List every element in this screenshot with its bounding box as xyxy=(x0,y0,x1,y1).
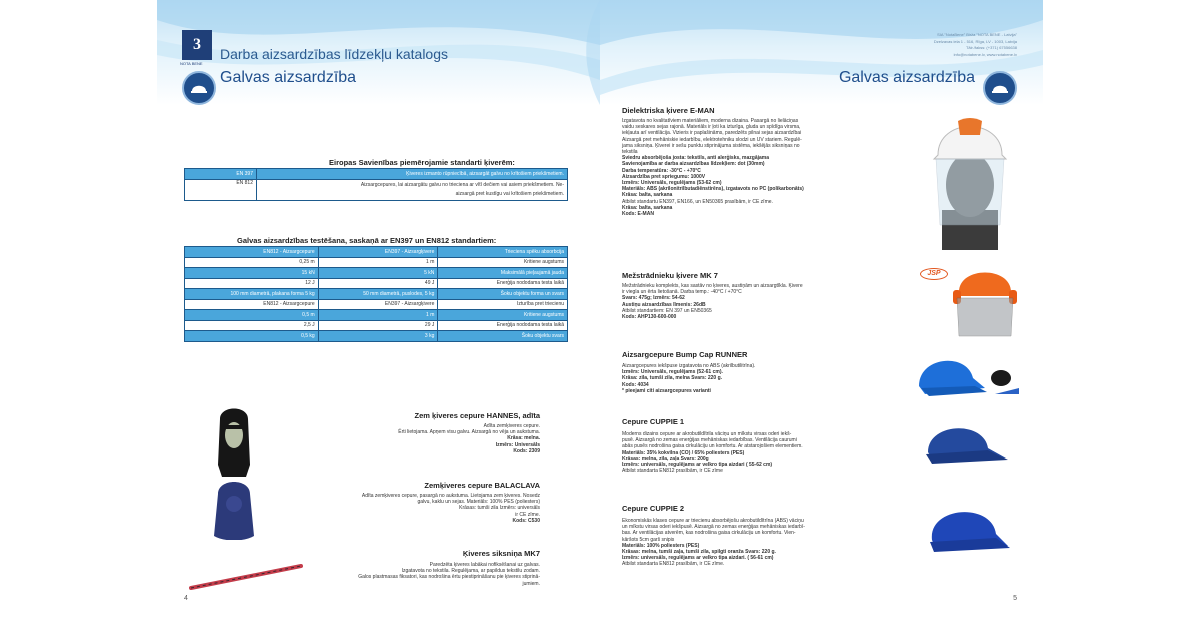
product-line: Sviedru absorbējoša josta: tekstils, anti alerģisks, mazgājama xyxy=(622,155,770,162)
product-line: bas. Ar ventilācijas atverēm, kas nodrošina gaisa cirkulāciju un komfortu. Vien- xyxy=(622,530,796,537)
product-line: Ekonomiskās klases cepure ar triecienu absorbējošu akrobutildītrīna (ABS) vāciņu xyxy=(622,518,804,524)
table-row xyxy=(185,179,568,200)
product-title: Zemķiveres cepure BALACLAVA xyxy=(424,481,540,490)
product-balaclava-description xyxy=(220,493,540,524)
product-line: Materiāls: 100% poliesters (PES) xyxy=(622,542,700,549)
table-row xyxy=(185,169,568,180)
product-line: Krāsa: zila, tumši zila, melna Svars: 220 g. xyxy=(622,375,723,382)
product-line: jumiem. xyxy=(522,580,540,587)
catalog-spread xyxy=(157,0,1043,627)
product-line: Izmērs: Universāls, regulējams (52-61 cm). xyxy=(622,369,723,376)
product-title: Aizsargcepure Bump Cap RUNNER xyxy=(622,350,748,359)
product-line: vaidu seskares sejas rajonā. Materiāls ir ļoti ka izturīga, gluda un spīdīga virsma, xyxy=(622,124,801,131)
product-line: Kods: E-MAN xyxy=(622,211,654,218)
product-line: Galos plastmasas fiksatori, kas nodrošina ērtu piestiprināšanu pie ķiveres stiprinā- xyxy=(358,574,540,581)
product-line: Aizsargcepures iekšpuse izgatavota no ABS (akrilbutilitrīna). xyxy=(622,363,756,369)
table-cell: Kritiene augstums xyxy=(438,310,568,321)
product-line: Paredzēta ķiveres labākai nofiksēšanai uz galvas. xyxy=(429,562,540,568)
table-cell: 50 mm diametrā, puslodes, 5 kg xyxy=(318,289,438,300)
product-hannes-description xyxy=(240,423,540,454)
table-cell: 100 mm diametrā, plakana forma 5 kg xyxy=(185,289,319,300)
product-line: Moderns dizains cepure ar akrobutildītrila vāciņu un mīkstu virsas oderi iekš- xyxy=(622,431,792,437)
product-line: Atbilst standarta EN812 prasībām, ir CE zīme. xyxy=(622,561,725,568)
product-line: Kods: AHP130-600-000 xyxy=(622,314,677,321)
product-line: Krāsa: balta, sarkana xyxy=(622,192,673,199)
page-number: 4 xyxy=(184,595,188,602)
product-line: Atbilst standarta EN812 prasībām, ir CE zīme xyxy=(622,468,723,475)
product-chin-strap-description xyxy=(240,562,540,587)
jsp-brand-badge: JSP xyxy=(920,268,948,280)
product-line: Adīta zemķiveres cepure, pasargā no aukstuma. Lietojama zem ķiveres. Nosedz xyxy=(361,493,540,499)
table-cell: EN397 - Aizsargķivere xyxy=(318,247,438,258)
product-line: kāršots 5cm garš snipis xyxy=(622,536,675,543)
product-line: Atbilst standartiem: EN 397 un EN50365 xyxy=(622,307,712,314)
cuppie-1-cap-image xyxy=(920,418,1010,473)
product-line: Izmērs: universāls, regulējams ar velkro tipa aizdari ( 55-62 cm) xyxy=(622,462,773,469)
product-line: Aizsargā pret mehāniskie iedarbību, elektrotehniku slodzi un UV stariem. Regulē- xyxy=(622,136,802,143)
product-line: Izmērs: Universāls xyxy=(495,441,540,448)
standard-description: Ķiveres izmanto rūpniecībā, aizsargāt galvu no krītošiem priekšmetiem. xyxy=(257,169,568,180)
product-line: Kods: 4034 xyxy=(622,381,649,388)
forestry-helmet-image xyxy=(945,262,1025,342)
hard-hat-icon xyxy=(983,71,1017,105)
product-line: Svars: 475g; Izmērs: 54-62 xyxy=(622,295,685,302)
product-e-man-description xyxy=(622,118,912,217)
contact-info xyxy=(934,32,1017,58)
product-line: Krāsas: melna, zila, zaļa Svars: 200g xyxy=(622,455,709,462)
product-line: ir viegla un ērta lietošanā. Darba temp.: -40°C / +70°C xyxy=(622,289,742,296)
product-line: Ērti lietojama. Apņem visu galvu. Aizsargā no vēja un aukstuma. xyxy=(398,429,540,436)
product-title: Cepure CUPPIE 1 xyxy=(622,417,685,426)
product-line: galvu, kaklu un sejas. Materiāls: 100% PES (poliesters) xyxy=(417,499,540,506)
table-cell: 5 kN xyxy=(318,268,438,279)
table-cell: 0,5 kg xyxy=(185,331,319,342)
contact-line: info@notabene.lv, www.notabene.lv xyxy=(953,51,1017,57)
table-row xyxy=(185,331,568,342)
e-man-helmet-image xyxy=(920,115,1020,250)
standard-description-line: aizsargā pret kustīgu vai krītošiem priekšmetiem. xyxy=(455,190,564,197)
table-cell: EN397 - Aizsargķivere xyxy=(318,299,438,310)
table-row xyxy=(185,247,568,258)
product-line: * pieejami citi aizsargcepures varianti xyxy=(622,387,711,394)
product-runner-description xyxy=(622,363,912,394)
table-cell: 0,5 m xyxy=(185,310,319,321)
company-logo: 3 xyxy=(182,30,212,60)
table-cell: EN812 - Aizsargcepure xyxy=(185,299,319,310)
product-line: Mežstrādnieku komplekts, kas sastāv no ķiveres, austiņām un aizsargtīkla. Ķivere xyxy=(622,283,803,289)
standard-code: EN 812 xyxy=(185,179,257,200)
table-cell: Enerģija nododama testa laikā xyxy=(438,320,568,331)
product-mk7-description xyxy=(622,283,912,320)
product-line: Krāsas: tumši zila Izmērs: universāls xyxy=(459,505,540,512)
product-line: iekļauta arī ventilācija. Vizieris ir paplašināms, paredzēts pilnai sejas aizsardzībai xyxy=(622,130,802,137)
catalog-title: Darba aizsardzības līdzekļu katalogs xyxy=(220,46,449,62)
product-line: Aizsardzība pret spriegumu: 1000V xyxy=(622,173,706,180)
product-line: Krāsas: melna, tumši zaļa, tumši zila, spilgti oranža Svars: 220 g. xyxy=(622,549,776,556)
contact-line: SIA "NotaBene" Birža "NOTA BENE - Latvija" xyxy=(937,32,1017,37)
table-row xyxy=(185,310,568,321)
table-cell: Izturība pret triecienu xyxy=(438,299,568,310)
bump-cap-runner-image xyxy=(915,348,1025,403)
table-cell: 29 J xyxy=(318,320,438,331)
product-line: ir CE zīme. xyxy=(515,511,540,518)
table-cell: Kritiene augstums xyxy=(438,257,568,268)
table-cell: EN812 - Aizsargcepure xyxy=(185,247,319,258)
product-line: Austiņu aizsardzības līmenis: 26dB xyxy=(622,301,706,308)
product-line: Kods: C530 xyxy=(512,517,540,524)
page-number: 5 xyxy=(1013,595,1017,602)
contact-line: Tālr./fakss: (+371) 67556638 xyxy=(965,45,1017,50)
product-line: Darba temperatūra: -30°C - +70°C xyxy=(622,167,701,174)
tests-table xyxy=(184,246,568,342)
product-title: Ķiveres siksniņa MK7 xyxy=(462,549,540,558)
table-cell: 0,25 m xyxy=(185,257,319,268)
product-line: abās pusēs nodrošina gaisa cirkulāciju un komfortu. Ar atstarojošiem elementiem. xyxy=(622,443,803,450)
product-line: un mīkstu virsas oderi iekšpusē. Aizsargā no zemas enerģijas mehāniskas iedarbī- xyxy=(622,524,805,531)
logo-caption: NOTA BENE xyxy=(180,61,203,66)
table-cell: Enerģija nododama testa laikā xyxy=(438,278,568,289)
section-title: Galvas aizsardzība xyxy=(220,69,357,86)
table-row xyxy=(185,278,568,289)
tests-table-title: Galvas aizsardzības testēšana, saskaņā ar EN397 un EN812 standartiem: xyxy=(237,236,497,245)
product-line: tekstila xyxy=(622,149,638,156)
product-line: jama siksniņa. Ķiverei ir sešu punktu stiprinājuma sistēma, iekšējās siksniņas no xyxy=(622,142,800,149)
standards-table xyxy=(184,168,568,201)
table-cell: Trieciena spēku absorbcija xyxy=(438,247,568,258)
table-cell: Šoku objektu forma un svars xyxy=(438,289,568,300)
product-line: Krāsa: balta, sarkana xyxy=(622,204,673,211)
table-cell: 1 m xyxy=(318,310,438,321)
standard-description xyxy=(257,179,568,200)
product-line: Izgatavota no kvalitatīviem materiāliem, moderna dizaina. Pasargā no lielāciņas xyxy=(622,118,799,124)
product-title: Zem ķiveres cepure HANNES, adīta xyxy=(414,411,540,420)
table-cell: 3 kg xyxy=(318,331,438,342)
product-title: Dielektriska ķivere E-MAN xyxy=(622,106,715,115)
product-cuppie2-description xyxy=(622,518,912,568)
left-page xyxy=(157,0,600,627)
product-line: Adīta zemķiveres cepure. xyxy=(483,423,540,429)
product-line: Materiāls: ABS (akrilonitrilbutadiēnstirēns), izgatavots no PC (polikarbonāts) xyxy=(622,186,804,193)
table-cell: Šoku objektu svars xyxy=(438,331,568,342)
table-cell: 15 kN xyxy=(185,268,319,279)
product-line: Izgatavota no tekstila. Regulējama, ar papildus tekstilu zodam. xyxy=(401,568,540,575)
product-line: Izmērs: Universāls, regulējams (53-62 cm) xyxy=(622,180,722,187)
product-cuppie1-description xyxy=(622,431,912,474)
table-cell: 12 J xyxy=(185,278,319,289)
table-row xyxy=(185,257,568,268)
product-line: Krāsa: melna. xyxy=(507,435,540,442)
table-row xyxy=(185,299,568,310)
table-cell: 2,5 J xyxy=(185,320,319,331)
product-line: Savienojamība ar darba aizsardzības līdzekļiem: dot (30mm) xyxy=(622,161,765,168)
hard-hat-icon xyxy=(182,71,216,105)
product-line: Materiāls: 35% kokvilna (CO) / 65% poliesters (PES) xyxy=(622,449,745,456)
table-cell: 49 J xyxy=(318,278,438,289)
right-page xyxy=(600,0,1043,627)
product-title: Cepure CUPPIE 2 xyxy=(622,504,685,513)
standard-description-line: Aizsargcepures, lai aizsargātu galvu no triecienа ar vītī dečiem vai asiem priekšmetiem. Ne- xyxy=(360,181,564,188)
section-title: Galvas aizsardzība xyxy=(838,69,975,86)
table-row xyxy=(185,320,568,331)
standards-table-title: Eiropas Savienības piemērojamie standarti ķiverēm: xyxy=(329,158,515,167)
product-line: pusē. Aizsargā no zemas enerģijas mehāniskas iedarbības. Ventilācija caurumi xyxy=(622,437,797,444)
product-title: Mežstrādnieku ķivere MK 7 xyxy=(622,271,718,280)
standard-code: EN 397 xyxy=(185,169,257,180)
table-cell: 1 m xyxy=(318,257,438,268)
table-cell: Maksimālā pieļaujamā jauda xyxy=(438,268,568,279)
table-row xyxy=(185,289,568,300)
contact-line: Dzelzavas iela 1 - 516, Rīga, LV - 1003, Latvija xyxy=(933,38,1017,44)
product-line: Atbilst standartu EN397, EN166, un EN50365 prasībām, ir CE zīme. xyxy=(622,198,773,205)
product-line: Izmērs: universāls, regulējams ar velkro tipa aizdari. ( 56-61 cm) xyxy=(622,555,774,562)
table-row xyxy=(185,268,568,279)
product-line: Kods: 2309 xyxy=(513,447,540,454)
cuppie-2-cap-image xyxy=(922,500,1012,560)
